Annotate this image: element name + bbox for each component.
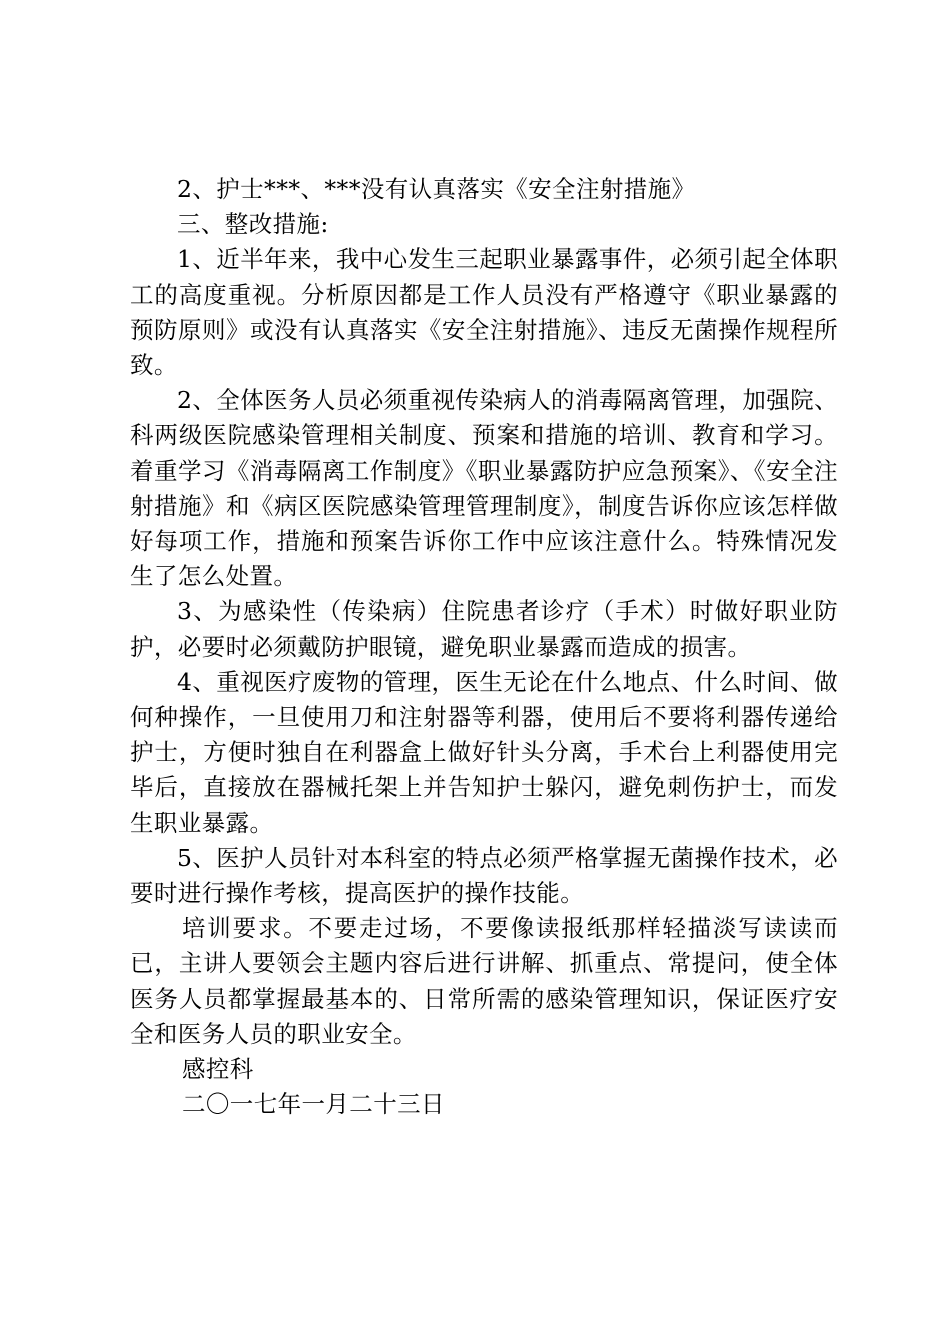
paragraph-measure-5: 5、医护人员针对本科室的特点必须严格掌握无菌操作技术，必要时进行操作考核，提高医护的操作技能。 [130, 843, 838, 908]
section-heading-corrective-measures: 三、整改措施: [177, 210, 329, 239]
paragraph-measure-3: 3、为感染性（传染病）住院患者诊疗（手术）时做好职业防护，必要时必须戴防护眼镜，避免职业暴露而造成的损害。 [130, 597, 838, 661]
paragraph-measure-4: 4、重视医疗废物的管理，医生无论在什么地点、什么时间、做何种操作，一旦使用刀和注射器等利器，使用后不要将利器传递给护士，方便时独自在利器盒上做好针头分离，手术台上利器使用完毕后，直接放在器械托架上并告知护士躲闪，避免刺伤护士，而发生职业暴露。 [130, 667, 838, 837]
paragraph-item-2-violation: 2、护士***、***没有认真落实《安全注射措施》 [177, 175, 696, 203]
paragraph-measure-1: 1、近半年来，我中心发生三起职业暴露事件，必须引起全体职工的高度重视。分析原因都是工作人员没有严格遵守《职业暴露的预防原则》或没有认真落实《安全注射措施》、违反无菌操作规程所致。 [130, 245, 838, 380]
signature-department: 感控科 [182, 1055, 254, 1084]
signature-date: 二〇一七年一月二十三日 [182, 1090, 445, 1119]
paragraph-training-requirements: 培训要求。不要走过场，不要像读报纸那样轻描淡写读读而已，主讲人要领会主题内容后进行讲解、抓重点、常提问，使全体医务人员都掌握最基本的、日常所需的感染管理知识，保证医疗安全和医务人员的职业安全。 [130, 914, 838, 1048]
paragraph-measure-2: 2、全体医务人员必须重视传染病人的消毒隔离管理，加强院、科两级医院感染管理相关制度、预案和措施的培训、教育和学习。着重学习《消毒隔离工作制度》《职业暴露防护应急预案》、《安全注射措施》和《病区医院感染管理管理制度》，制度告诉你应该怎样做好每项工作，措施和预案告诉你工作中应该注意什么。特殊情况发生了怎么处置。 [130, 386, 838, 591]
document-body [130, 172, 838, 1122]
